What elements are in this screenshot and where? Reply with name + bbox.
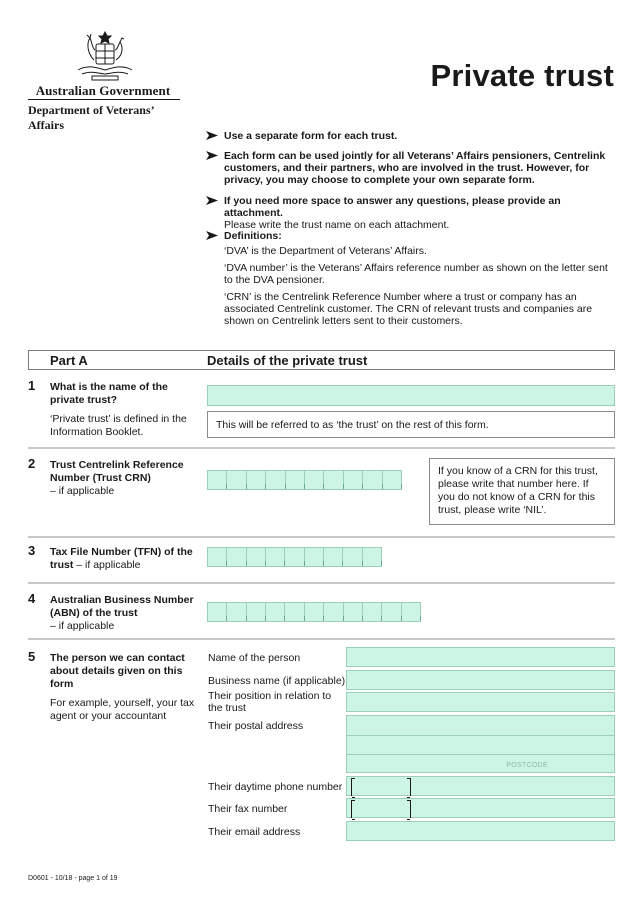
arrow-bullet-icon: [206, 131, 218, 140]
contact-name-input[interactable]: [346, 647, 615, 667]
email-label: Their email address: [208, 826, 301, 838]
business-name-input[interactable]: [346, 670, 615, 690]
crn-info-box: If you know of a CRN for this trust, please write that number here. If you do not know of a CRN for this trust, please write ‘NIL’.: [429, 458, 615, 525]
digit-cell[interactable]: [363, 603, 382, 621]
instruction-item: [206, 150, 616, 186]
business-name-label: Business name (if applicable): [208, 675, 346, 687]
address-line: [347, 754, 614, 755]
instruction-text: Use a separate form for each trust.: [224, 130, 398, 142]
arrow-bullet-icon: [206, 196, 218, 205]
digit-cell[interactable]: [324, 603, 343, 621]
definition-item: ‘DVA’ is the Department of Veterans’ Affairs.: [224, 245, 427, 257]
digit-cell[interactable]: [305, 471, 324, 489]
question-1: [50, 381, 200, 439]
fax-label: Their fax number: [208, 803, 288, 815]
postcode-label: POSTCODE: [506, 762, 548, 769]
page-title: Private trust: [430, 58, 614, 93]
digit-cell[interactable]: [363, 548, 381, 566]
digit-cell[interactable]: [227, 471, 246, 489]
section-divider: [28, 638, 615, 640]
digit-cell[interactable]: [305, 548, 324, 566]
position-input[interactable]: [346, 692, 615, 712]
digit-cell[interactable]: [324, 471, 343, 489]
area-code-brackets: [351, 800, 411, 818]
question-qualifier: – if applicable: [76, 559, 141, 571]
arrow-bullet-icon: [206, 151, 218, 160]
trust-name-hint: This will be referred to as ‘the trust’ on the rest of this form.: [207, 411, 615, 438]
page-footer: D0601 - 10/18 - page 1 of 19: [28, 875, 118, 882]
question-note: For example, yourself, your tax agent or your accountant: [50, 697, 195, 722]
definitions-heading: Definitions:: [224, 230, 282, 242]
question-3: [50, 546, 200, 572]
instruction-item: [206, 130, 616, 142]
department-name: Department of Veterans’ Affairs: [28, 103, 154, 132]
fax-input[interactable]: [346, 798, 615, 818]
question-number: 4: [28, 591, 36, 606]
question-text: What is the name of the private trust?: [50, 381, 168, 406]
email-input[interactable]: [346, 821, 615, 841]
question-number: 5: [28, 649, 36, 664]
digit-cell[interactable]: [382, 603, 401, 621]
section-divider: [28, 447, 615, 449]
definition-item: ‘CRN’ is the Centrelink Reference Number where a trust or company has an associated Centrelink customer. The CRN of relevant trusts and companies are shown on Centrelink letters sent to their customers.: [224, 291, 593, 327]
area-code-brackets: [351, 778, 411, 796]
government-name: Australian Government: [35, 83, 171, 98]
position-label: Their position in relation to the trust: [208, 690, 332, 714]
digit-cell[interactable]: [266, 471, 285, 489]
digit-cell[interactable]: [227, 548, 246, 566]
trust-name-input[interactable]: [207, 385, 615, 406]
digit-cell[interactable]: [285, 603, 304, 621]
digit-cell[interactable]: [208, 471, 227, 489]
digit-cell[interactable]: [383, 471, 401, 489]
question-qualifier: – if applicable: [50, 620, 115, 632]
address-line: [347, 735, 614, 736]
question-number: 1: [28, 378, 36, 393]
question-text: Australian Business Number (ABN) of the trust: [50, 594, 194, 619]
contact-name-label: Name of the person: [208, 652, 301, 664]
digit-cell[interactable]: [344, 471, 363, 489]
digit-cell[interactable]: [208, 548, 227, 566]
part-title: Details of the private trust: [207, 353, 368, 368]
digit-cell[interactable]: [266, 548, 285, 566]
abn-input[interactable]: [207, 602, 421, 622]
coat-of-arms-logo: [68, 30, 142, 82]
question-4: [50, 594, 200, 633]
question-text: The person we can contact about details given on this form: [50, 652, 185, 690]
trust-crn-input[interactable]: [207, 470, 402, 490]
digit-cell[interactable]: [343, 548, 362, 566]
digit-cell[interactable]: [305, 603, 324, 621]
postal-address-input[interactable]: [346, 715, 615, 773]
arrow-bullet-icon: [206, 231, 218, 240]
digit-cell[interactable]: [247, 603, 266, 621]
part-header: [28, 350, 615, 370]
digit-cell[interactable]: [285, 548, 304, 566]
question-number: 2: [28, 456, 36, 471]
digit-cell[interactable]: [247, 548, 266, 566]
digit-cell[interactable]: [247, 471, 266, 489]
instruction-text: If you need more space to answer any questions, please provide an attachment.: [224, 195, 561, 219]
digit-cell[interactable]: [363, 471, 382, 489]
definition-item: ‘DVA number’ is the Veterans’ Affairs reference number as shown on the letter sent to the DVA pensioner.: [224, 262, 608, 286]
instruction-subtext: Please write the trust name on each attachment.: [224, 219, 450, 231]
definitions: [206, 230, 616, 327]
tfn-input[interactable]: [207, 547, 382, 567]
section-divider: [28, 536, 615, 538]
instruction-item: [206, 195, 616, 231]
digit-cell[interactable]: [227, 603, 246, 621]
phone-input[interactable]: [346, 776, 615, 796]
header-divider: [28, 99, 180, 100]
question-qualifier: – if applicable: [50, 485, 115, 497]
digit-cell[interactable]: [344, 603, 363, 621]
question-2: [50, 459, 200, 498]
section-divider: [28, 582, 615, 584]
digit-cell[interactable]: [324, 548, 343, 566]
instruction-text: Each form can be used jointly for all Veterans’ Affairs pensioners, Centrelink customers, and their partners, who are involved in the trust. However, for privacy, you may choose to complete your own separate form.: [224, 150, 606, 186]
question-note: ‘Private trust’ is defined in the Information Booklet.: [50, 413, 187, 438]
digit-cell[interactable]: [286, 471, 305, 489]
digit-cell[interactable]: [266, 603, 285, 621]
phone-label: Their daytime phone number: [208, 781, 343, 793]
question-number: 3: [28, 543, 36, 558]
question-5: [50, 652, 200, 723]
digit-cell[interactable]: [208, 603, 227, 621]
digit-cell[interactable]: [402, 603, 420, 621]
postal-address-label: Their postal address: [208, 720, 304, 732]
question-text: Trust Centrelink Reference Number (Trust CRN): [50, 459, 184, 484]
part-label: Part A: [50, 353, 88, 368]
question-text: Tax File Number (TFN) of the trust: [50, 546, 193, 571]
